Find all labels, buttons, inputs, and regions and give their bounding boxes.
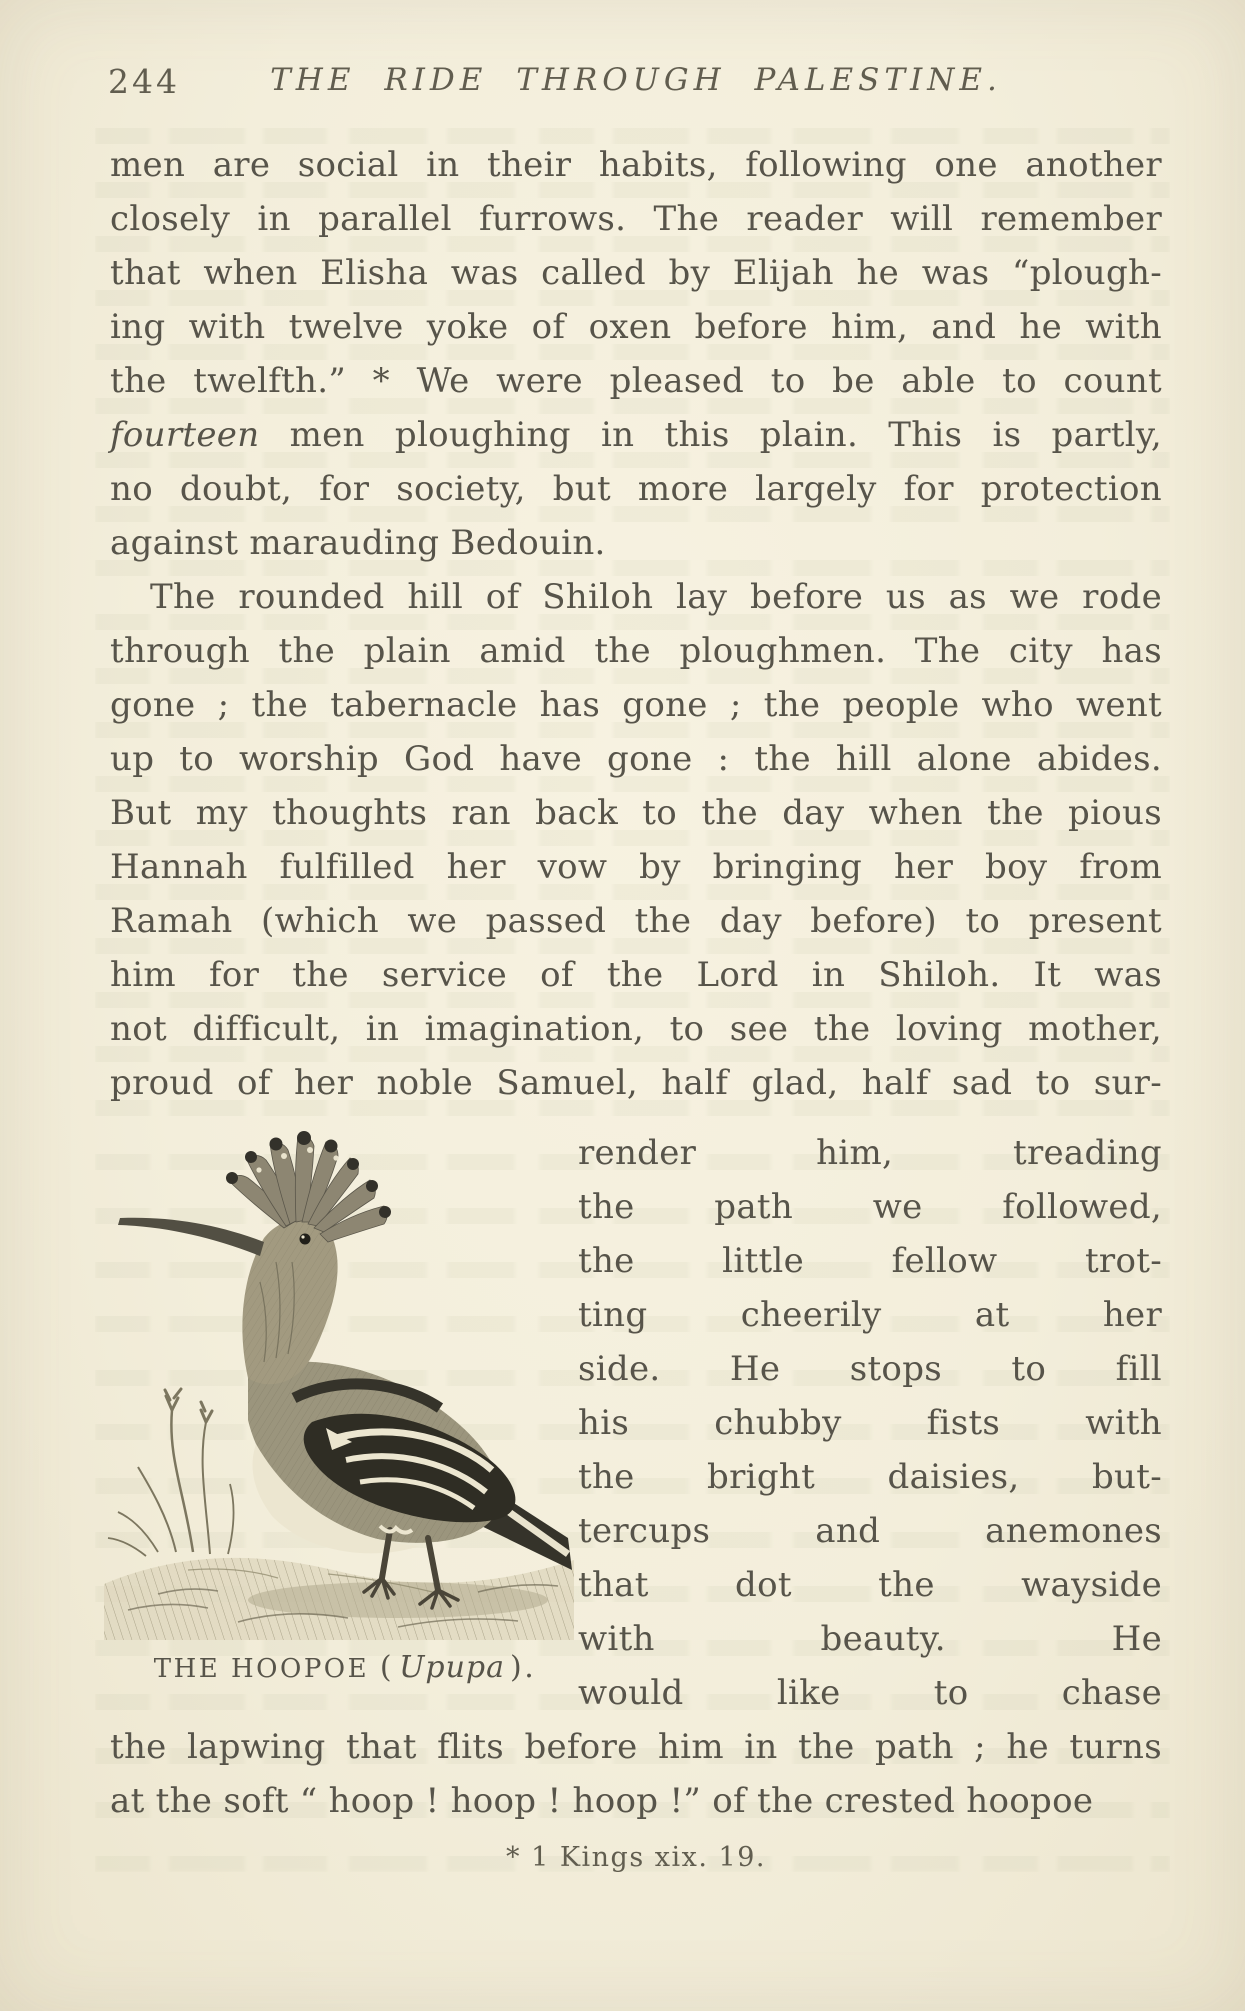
hoopoe-illustration <box>98 1122 580 1647</box>
text-line: ing with twelve yoke of oxen before him, and he with <box>110 307 1162 347</box>
bill <box>118 1218 264 1256</box>
text-line: men are social in their habits, following one another <box>110 145 1162 185</box>
text-line: the path we followed, <box>578 1187 1162 1227</box>
text-line: the little fellow trot- <box>578 1241 1162 1281</box>
caption-species-name: Upupa <box>399 1650 505 1685</box>
text-line: proud of her noble Samuel, half glad, half sad to sur- <box>110 1063 1162 1103</box>
main-text-block <box>110 138 1162 1110</box>
text-line: through the plain amid the ploughmen. The city has <box>110 631 1162 671</box>
figure-caption <box>105 1650 585 1685</box>
ground <box>104 1558 574 1640</box>
text-line: with beauty. He <box>578 1619 1162 1659</box>
text-line: against marauding Bedouin. <box>110 523 606 563</box>
hoopoe-bird <box>118 1131 572 1608</box>
italic-word: fourteen <box>110 415 260 455</box>
text-line: the lapwing that flits before him in the path ; he turns <box>110 1727 1162 1767</box>
text-line: The rounded hill of Shiloh lay before us as we rode <box>150 577 1162 617</box>
text-line: at the soft “ hoop ! hoop ! hoop !” of the crested hoopoe <box>110 1781 1094 1821</box>
text-line: tercups and anemones <box>578 1511 1162 1551</box>
text-line: render him, treading <box>578 1133 1162 1173</box>
closing-text-block <box>110 1720 1162 1828</box>
page-number: 244 <box>108 62 180 101</box>
text-line: the bright daisies, but- <box>578 1457 1162 1497</box>
grass-tuft <box>108 1389 234 1556</box>
text-line: him for the service of the Lord in Shiloh. It was <box>110 955 1162 995</box>
text-line: side. He stops to fill <box>578 1349 1162 1389</box>
running-title: THE RIDE THROUGH PALESTINE. <box>270 62 1002 98</box>
text-line: up to worship God have gone : the hill alone abides. <box>110 739 1162 779</box>
text-line: the twelfth.” * We were pleased to be able to count <box>110 361 1162 401</box>
text-line: that when Elisha was called by Elijah he was “plough- <box>110 253 1162 293</box>
text-run: men ploughing in this plain. This is partly, <box>259 415 1162 455</box>
text-line: Hannah fulfilled her vow by bringing her boy from <box>110 847 1162 887</box>
text-line: that dot the wayside <box>578 1565 1162 1605</box>
caption-paren-open: ( <box>379 1650 395 1685</box>
text-line: closely in parallel furrows. The reader will remember <box>110 199 1162 239</box>
text-line: not difficult, in imagination, to see the loving mother, <box>110 1009 1162 1049</box>
caption-text: THE HOOPOE <box>153 1654 370 1684</box>
text-beside-figure <box>578 1126 1162 1720</box>
footnote: * 1 Kings xix. 19. <box>506 1842 766 1873</box>
eye <box>300 1234 311 1245</box>
text-line: would like to chase <box>578 1673 1162 1713</box>
text-line: no doubt, for society, but more largely for protection <box>110 469 1162 509</box>
text-line: ting cheerily at her <box>578 1295 1162 1335</box>
text-line: But my thoughts ran back to the day when the pious <box>110 793 1162 833</box>
text-line: Ramah (which we passed the day before) to present <box>110 901 1162 941</box>
text-line: his chubby fists with <box>578 1403 1162 1443</box>
text-line <box>110 408 1162 462</box>
caption-paren-close: ). <box>510 1650 537 1685</box>
text-line: gone ; the tabernacle has gone ; the people who went <box>110 685 1162 725</box>
